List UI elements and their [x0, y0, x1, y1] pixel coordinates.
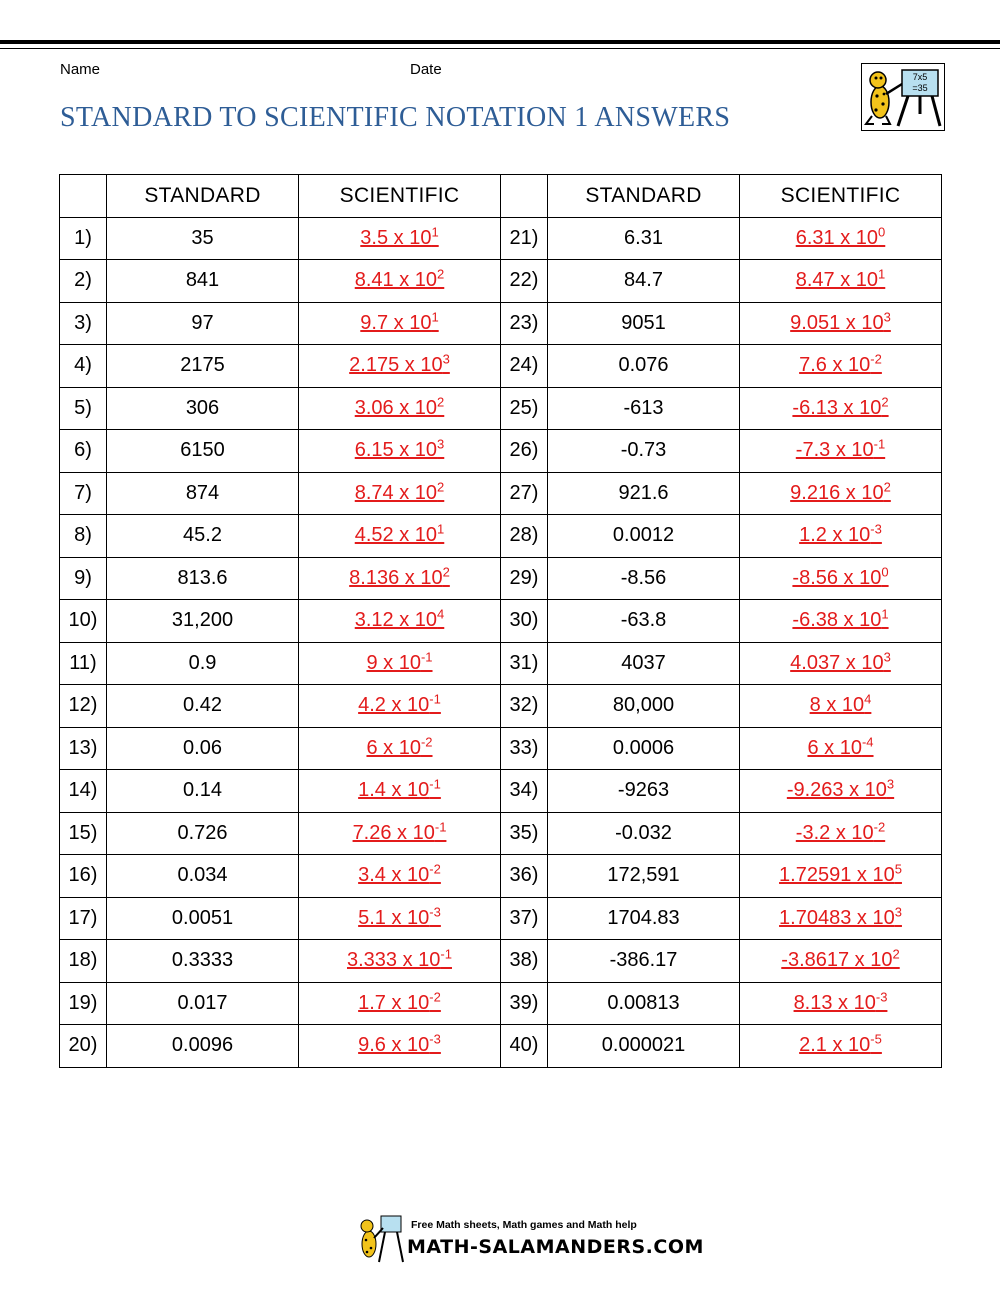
table-row	[60, 770, 942, 813]
scientific-exponent: 2	[883, 479, 891, 495]
problem-number: 2)	[60, 260, 107, 303]
scientific-answer-text	[807, 734, 874, 759]
standard-value: 0.3333	[107, 940, 299, 983]
scientific-answer	[299, 302, 501, 345]
scientific-answer-text	[347, 946, 452, 972]
scientific-answer-text	[366, 734, 433, 759]
problem-number: 8)	[60, 515, 107, 558]
problem-number: 35)	[501, 812, 548, 855]
scientific-exponent: 1	[431, 309, 439, 325]
standard-value: -63.8	[548, 600, 740, 643]
standard-value: -0.73	[548, 430, 740, 473]
table-row	[60, 897, 942, 940]
scientific-mantissa: 3.4 x 10	[358, 864, 430, 887]
scientific-answer-text	[358, 989, 441, 1014]
scientific-exponent: 0	[881, 564, 889, 580]
scientific-answer	[299, 855, 501, 898]
scientific-answer	[299, 345, 501, 388]
scientific-answer-text	[795, 224, 886, 249]
scientific-answer-text	[809, 691, 872, 717]
scientific-answer-text	[354, 436, 445, 462]
scientific-exponent: 1	[878, 266, 886, 282]
scientific-mantissa: -7.3 x 10	[795, 439, 874, 462]
scientific-exponent: -1	[434, 819, 447, 835]
scientific-answer-text	[354, 394, 445, 419]
problem-number: 28)	[501, 515, 548, 558]
problem-number: 34)	[501, 770, 548, 813]
standard-value: 874	[107, 472, 299, 515]
scientific-mantissa: 1.7 x 10	[358, 991, 430, 1014]
footer-tagline: Free Math sheets, Math games and Math help	[411, 1219, 637, 1231]
scientific-answer-text	[799, 521, 882, 547]
problem-number: 4)	[60, 345, 107, 388]
scientific-answer	[299, 1025, 501, 1068]
problem-number: 23)	[501, 302, 548, 345]
table-header-row	[60, 175, 942, 218]
scientific-mantissa: 8.41 x 10	[354, 269, 438, 292]
scientific-answer-text	[358, 1031, 441, 1057]
scientific-answer-text	[358, 904, 441, 929]
scientific-exponent: -3	[875, 989, 888, 1005]
scientific-mantissa: -6.38 x 10	[792, 609, 882, 632]
problem-number: 7)	[60, 472, 107, 515]
scientific-mantissa: 3.06 x 10	[354, 396, 438, 419]
standard-value: 0.00813	[548, 982, 740, 1025]
scientific-mantissa: 3.333 x 10	[347, 949, 441, 972]
scientific-answer-text	[781, 946, 900, 972]
scientific-exponent: 2	[892, 946, 900, 962]
standard-value: 0.42	[107, 685, 299, 728]
scientific-exponent: -1	[429, 691, 441, 707]
standard-value: 0.0006	[548, 727, 740, 770]
scientific-answer	[299, 260, 501, 303]
scientific-exponent: 1	[431, 224, 439, 240]
problem-number: 14)	[60, 770, 107, 813]
standard-value: 4037	[548, 642, 740, 685]
problem-number: 5)	[60, 387, 107, 430]
scientific-exponent: 2	[442, 564, 450, 580]
scientific-answer-text	[360, 309, 439, 334]
scientific-mantissa: 1.70483 x 10	[779, 906, 895, 929]
scientific-exponent: -1	[429, 776, 441, 792]
problem-number: 20)	[60, 1025, 107, 1068]
scientific-exponent: 3	[886, 776, 895, 792]
answers-table	[59, 174, 942, 1068]
problem-number: 31)	[501, 642, 548, 685]
scientific-answer	[740, 770, 942, 813]
table-row	[60, 982, 942, 1025]
scientific-mantissa: -3.8617 x 10	[781, 949, 893, 972]
table-row	[60, 345, 942, 388]
table-row	[60, 387, 942, 430]
scientific-answer-text	[358, 861, 441, 887]
scientific-answer	[299, 642, 501, 685]
table-row	[60, 685, 942, 728]
standard-value: 6.31	[548, 217, 740, 260]
table-row	[60, 515, 942, 558]
scientific-answer-text	[790, 649, 891, 674]
scientific-answer-text	[360, 224, 439, 249]
scientific-exponent: 3	[883, 649, 891, 665]
scientific-mantissa: 4.037 x 10	[790, 651, 884, 674]
scientific-answer	[740, 642, 942, 685]
scientific-answer	[740, 685, 942, 728]
scientific-mantissa: 6.31 x 10	[795, 226, 879, 249]
salamander-teacher-icon	[862, 64, 944, 130]
scientific-exponent: 1	[437, 521, 445, 537]
scientific-answer	[740, 940, 942, 983]
scientific-exponent: 2	[437, 394, 445, 410]
problem-number: 30)	[501, 600, 548, 643]
scientific-exponent: 1	[881, 606, 889, 622]
scientific-exponent: -1	[440, 946, 452, 962]
header-rule-thin	[0, 48, 1000, 49]
problem-number: 10)	[60, 600, 107, 643]
table-row	[60, 855, 942, 898]
header-scientific-left: SCIENTIFIC	[299, 175, 501, 218]
scientific-answer-text	[786, 776, 895, 802]
problem-number: 21)	[501, 217, 548, 260]
scientific-mantissa: -8.56 x 10	[792, 566, 882, 589]
problem-number: 24)	[501, 345, 548, 388]
problem-number: 40)	[501, 1025, 548, 1068]
header-blank-right	[501, 175, 548, 218]
scientific-answer-text	[792, 394, 889, 419]
scientific-answer-text	[790, 309, 891, 334]
logo-text-top: 7x5	[912, 72, 928, 82]
header-blank-left	[60, 175, 107, 218]
scientific-exponent: 3	[894, 904, 902, 920]
scientific-answer	[740, 302, 942, 345]
problem-number: 22)	[501, 260, 548, 303]
footer-site-name: MATH-SALAMANDERS.COM	[407, 1236, 704, 1258]
table-row	[60, 472, 942, 515]
standard-value: 9051	[548, 302, 740, 345]
scientific-answer	[740, 260, 942, 303]
scientific-answer	[299, 770, 501, 813]
scientific-answer	[740, 217, 942, 260]
problem-number: 18)	[60, 940, 107, 983]
page-title: STANDARD TO SCIENTIFIC NOTATION 1 ANSWERS	[60, 102, 731, 133]
standard-value: -386.17	[548, 940, 740, 983]
scientific-answer	[740, 515, 942, 558]
problem-number: 38)	[501, 940, 548, 983]
scientific-answer-text	[358, 691, 441, 717]
standard-value: 0.0012	[548, 515, 740, 558]
table-row	[60, 302, 942, 345]
standard-value: -613	[548, 387, 740, 430]
scientific-exponent: -3	[429, 904, 441, 920]
scientific-answer	[299, 430, 501, 473]
scientific-exponent: 3	[442, 351, 450, 367]
scientific-exponent: -2	[870, 351, 882, 367]
problem-number: 25)	[501, 387, 548, 430]
problem-number: 37)	[501, 897, 548, 940]
logo-text-bottom: =35	[912, 83, 928, 93]
scientific-mantissa: 3.5 x 10	[360, 226, 432, 249]
problem-number: 6)	[60, 430, 107, 473]
scientific-exponent: 2	[881, 394, 889, 410]
scientific-exponent: 0	[878, 224, 886, 240]
problem-number: 17)	[60, 897, 107, 940]
scientific-answer	[299, 940, 501, 983]
table-row	[60, 642, 942, 685]
scientific-answer	[299, 515, 501, 558]
scientific-exponent: 5	[894, 861, 902, 877]
standard-value: 813.6	[107, 557, 299, 600]
scientific-answer	[740, 812, 942, 855]
scientific-answer	[740, 557, 942, 600]
problem-number: 19)	[60, 982, 107, 1025]
problem-number: 15)	[60, 812, 107, 855]
scientific-mantissa: 8.47 x 10	[795, 269, 879, 292]
scientific-exponent: -2	[429, 989, 441, 1005]
table-row	[60, 812, 942, 855]
scientific-answer	[299, 897, 501, 940]
scientific-exponent: -3	[870, 521, 882, 537]
problem-number: 36)	[501, 855, 548, 898]
standard-value: 35	[107, 217, 299, 260]
standard-value: 84.7	[548, 260, 740, 303]
scientific-answer	[299, 685, 501, 728]
table-row	[60, 430, 942, 473]
scientific-mantissa: 9.6 x 10	[358, 1034, 430, 1057]
scientific-answer-text	[799, 351, 882, 377]
scientific-answer-text	[795, 819, 886, 844]
scientific-answer	[740, 897, 942, 940]
standard-value: 31,200	[107, 600, 299, 643]
scientific-answer-text	[352, 819, 447, 844]
scientific-mantissa: 2.175 x 10	[349, 354, 443, 377]
scientific-answer-text	[354, 266, 445, 292]
scientific-mantissa: -6.13 x 10	[792, 396, 882, 419]
scientific-mantissa: 1.4 x 10	[358, 779, 430, 802]
scientific-exponent: -2	[429, 861, 441, 877]
scientific-answer	[740, 600, 942, 643]
standard-value: -0.032	[548, 812, 740, 855]
scientific-answer	[299, 472, 501, 515]
problem-number: 32)	[501, 685, 548, 728]
header-scientific-right: SCIENTIFIC	[740, 175, 942, 218]
header-standard-right: STANDARD	[548, 175, 740, 218]
scientific-answer-text	[779, 904, 902, 929]
problem-number: 27)	[501, 472, 548, 515]
problem-number: 12)	[60, 685, 107, 728]
scientific-mantissa: 9.216 x 10	[790, 481, 884, 504]
standard-value: 80,000	[548, 685, 740, 728]
problem-number: 33)	[501, 727, 548, 770]
standard-value: 1704.83	[548, 897, 740, 940]
problem-number: 1)	[60, 217, 107, 260]
scientific-answer	[740, 1025, 942, 1068]
scientific-exponent: -5	[870, 1031, 882, 1047]
scientific-mantissa: 8 x 10	[809, 694, 865, 717]
scientific-answer-text	[349, 564, 450, 589]
standard-value: 0.017	[107, 982, 299, 1025]
scientific-answer	[740, 982, 942, 1025]
scientific-mantissa: -9.263 x 10	[786, 779, 887, 802]
scientific-mantissa: 8.136 x 10	[349, 566, 443, 589]
standard-value: 0.0051	[107, 897, 299, 940]
table-row	[60, 557, 942, 600]
scientific-answer-text	[792, 606, 889, 632]
scientific-exponent: 4	[864, 691, 872, 707]
standard-value: 172,591	[548, 855, 740, 898]
scientific-mantissa: 7.26 x 10	[352, 821, 435, 844]
scientific-exponent: -2	[873, 819, 886, 835]
table-row	[60, 727, 942, 770]
footer-logo	[355, 1212, 704, 1268]
scientific-answer-text	[354, 606, 445, 632]
scientific-mantissa: 4.52 x 10	[354, 524, 438, 547]
scientific-answer-text	[366, 649, 433, 674]
standard-value: 0.14	[107, 770, 299, 813]
table-row	[60, 940, 942, 983]
scientific-mantissa: 5.1 x 10	[358, 906, 430, 929]
scientific-answer	[740, 430, 942, 473]
standard-value: 306	[107, 387, 299, 430]
standard-value: 921.6	[548, 472, 740, 515]
scientific-answer-text	[799, 1031, 882, 1057]
standard-value: 45.2	[107, 515, 299, 558]
standard-value: 0.0096	[107, 1025, 299, 1068]
scientific-mantissa: 3.12 x 10	[354, 609, 438, 632]
scientific-exponent: -2	[420, 734, 433, 750]
footer-salamander-icon	[355, 1212, 405, 1268]
scientific-answer-text	[349, 351, 450, 377]
scientific-exponent: 3	[883, 309, 891, 325]
scientific-mantissa: 8.74 x 10	[354, 481, 438, 504]
scientific-mantissa: 7.6 x 10	[799, 354, 871, 377]
scientific-mantissa: 9 x 10	[366, 651, 421, 674]
standard-value: 841	[107, 260, 299, 303]
scientific-mantissa: 6 x 10	[366, 736, 421, 759]
scientific-mantissa: -3.2 x 10	[795, 821, 874, 844]
table-row	[60, 217, 942, 260]
scientific-exponent: -1	[420, 649, 433, 665]
scientific-answer-text	[795, 436, 886, 462]
answer-rows	[60, 217, 942, 1067]
standard-value: 0.9	[107, 642, 299, 685]
salamander-logo	[861, 63, 945, 131]
scientific-exponent: 3	[437, 436, 445, 452]
scientific-mantissa: 6.15 x 10	[354, 439, 438, 462]
standard-value: 0.076	[548, 345, 740, 388]
scientific-exponent: 2	[437, 479, 445, 495]
standard-value: -8.56	[548, 557, 740, 600]
scientific-answer	[299, 812, 501, 855]
scientific-answer	[740, 345, 942, 388]
problem-number: 13)	[60, 727, 107, 770]
problem-number: 3)	[60, 302, 107, 345]
scientific-answer	[299, 727, 501, 770]
scientific-answer	[299, 600, 501, 643]
scientific-mantissa: 2.1 x 10	[799, 1034, 871, 1057]
scientific-exponent: -4	[861, 734, 874, 750]
scientific-answer-text	[790, 479, 891, 504]
table-row	[60, 1025, 942, 1068]
standard-value: 0.726	[107, 812, 299, 855]
standard-value: -9263	[548, 770, 740, 813]
table-row	[60, 260, 942, 303]
date-label: Date	[410, 61, 442, 78]
table-row	[60, 600, 942, 643]
scientific-mantissa: 9.051 x 10	[790, 311, 884, 334]
scientific-answer	[740, 387, 942, 430]
scientific-mantissa: 1.72591 x 10	[779, 864, 895, 887]
standard-value: 0.06	[107, 727, 299, 770]
header-standard-left: STANDARD	[107, 175, 299, 218]
scientific-answer-text	[358, 776, 441, 802]
scientific-answer	[740, 855, 942, 898]
problem-number: 11)	[60, 642, 107, 685]
scientific-answer-text	[354, 521, 445, 547]
problem-number: 26)	[501, 430, 548, 473]
scientific-exponent: 2	[437, 266, 445, 282]
scientific-mantissa: 8.13 x 10	[793, 991, 876, 1014]
header-rule-thick	[0, 40, 1000, 44]
problem-number: 9)	[60, 557, 107, 600]
standard-value: 0.000021	[548, 1025, 740, 1068]
standard-value: 0.034	[107, 855, 299, 898]
scientific-answer	[740, 472, 942, 515]
problem-number: 39)	[501, 982, 548, 1025]
scientific-mantissa: 4.2 x 10	[358, 694, 430, 717]
scientific-answer-text	[779, 861, 902, 887]
scientific-exponent: 4	[437, 606, 445, 622]
standard-value: 97	[107, 302, 299, 345]
scientific-answer	[299, 387, 501, 430]
scientific-answer	[299, 557, 501, 600]
problem-number: 29)	[501, 557, 548, 600]
scientific-mantissa: 6 x 10	[807, 736, 862, 759]
scientific-answer	[299, 982, 501, 1025]
scientific-answer-text	[792, 564, 889, 589]
scientific-mantissa: 9.7 x 10	[360, 311, 432, 334]
scientific-exponent: -1	[873, 436, 886, 452]
name-label: Name	[60, 61, 101, 78]
problem-number: 16)	[60, 855, 107, 898]
scientific-answer	[299, 217, 501, 260]
scientific-exponent: -3	[429, 1031, 441, 1047]
standard-value: 2175	[107, 345, 299, 388]
scientific-answer-text	[354, 479, 445, 504]
scientific-answer-text	[795, 266, 886, 292]
scientific-answer-text	[793, 989, 888, 1014]
scientific-mantissa: 1.2 x 10	[799, 524, 871, 547]
scientific-answer	[740, 727, 942, 770]
standard-value: 6150	[107, 430, 299, 473]
